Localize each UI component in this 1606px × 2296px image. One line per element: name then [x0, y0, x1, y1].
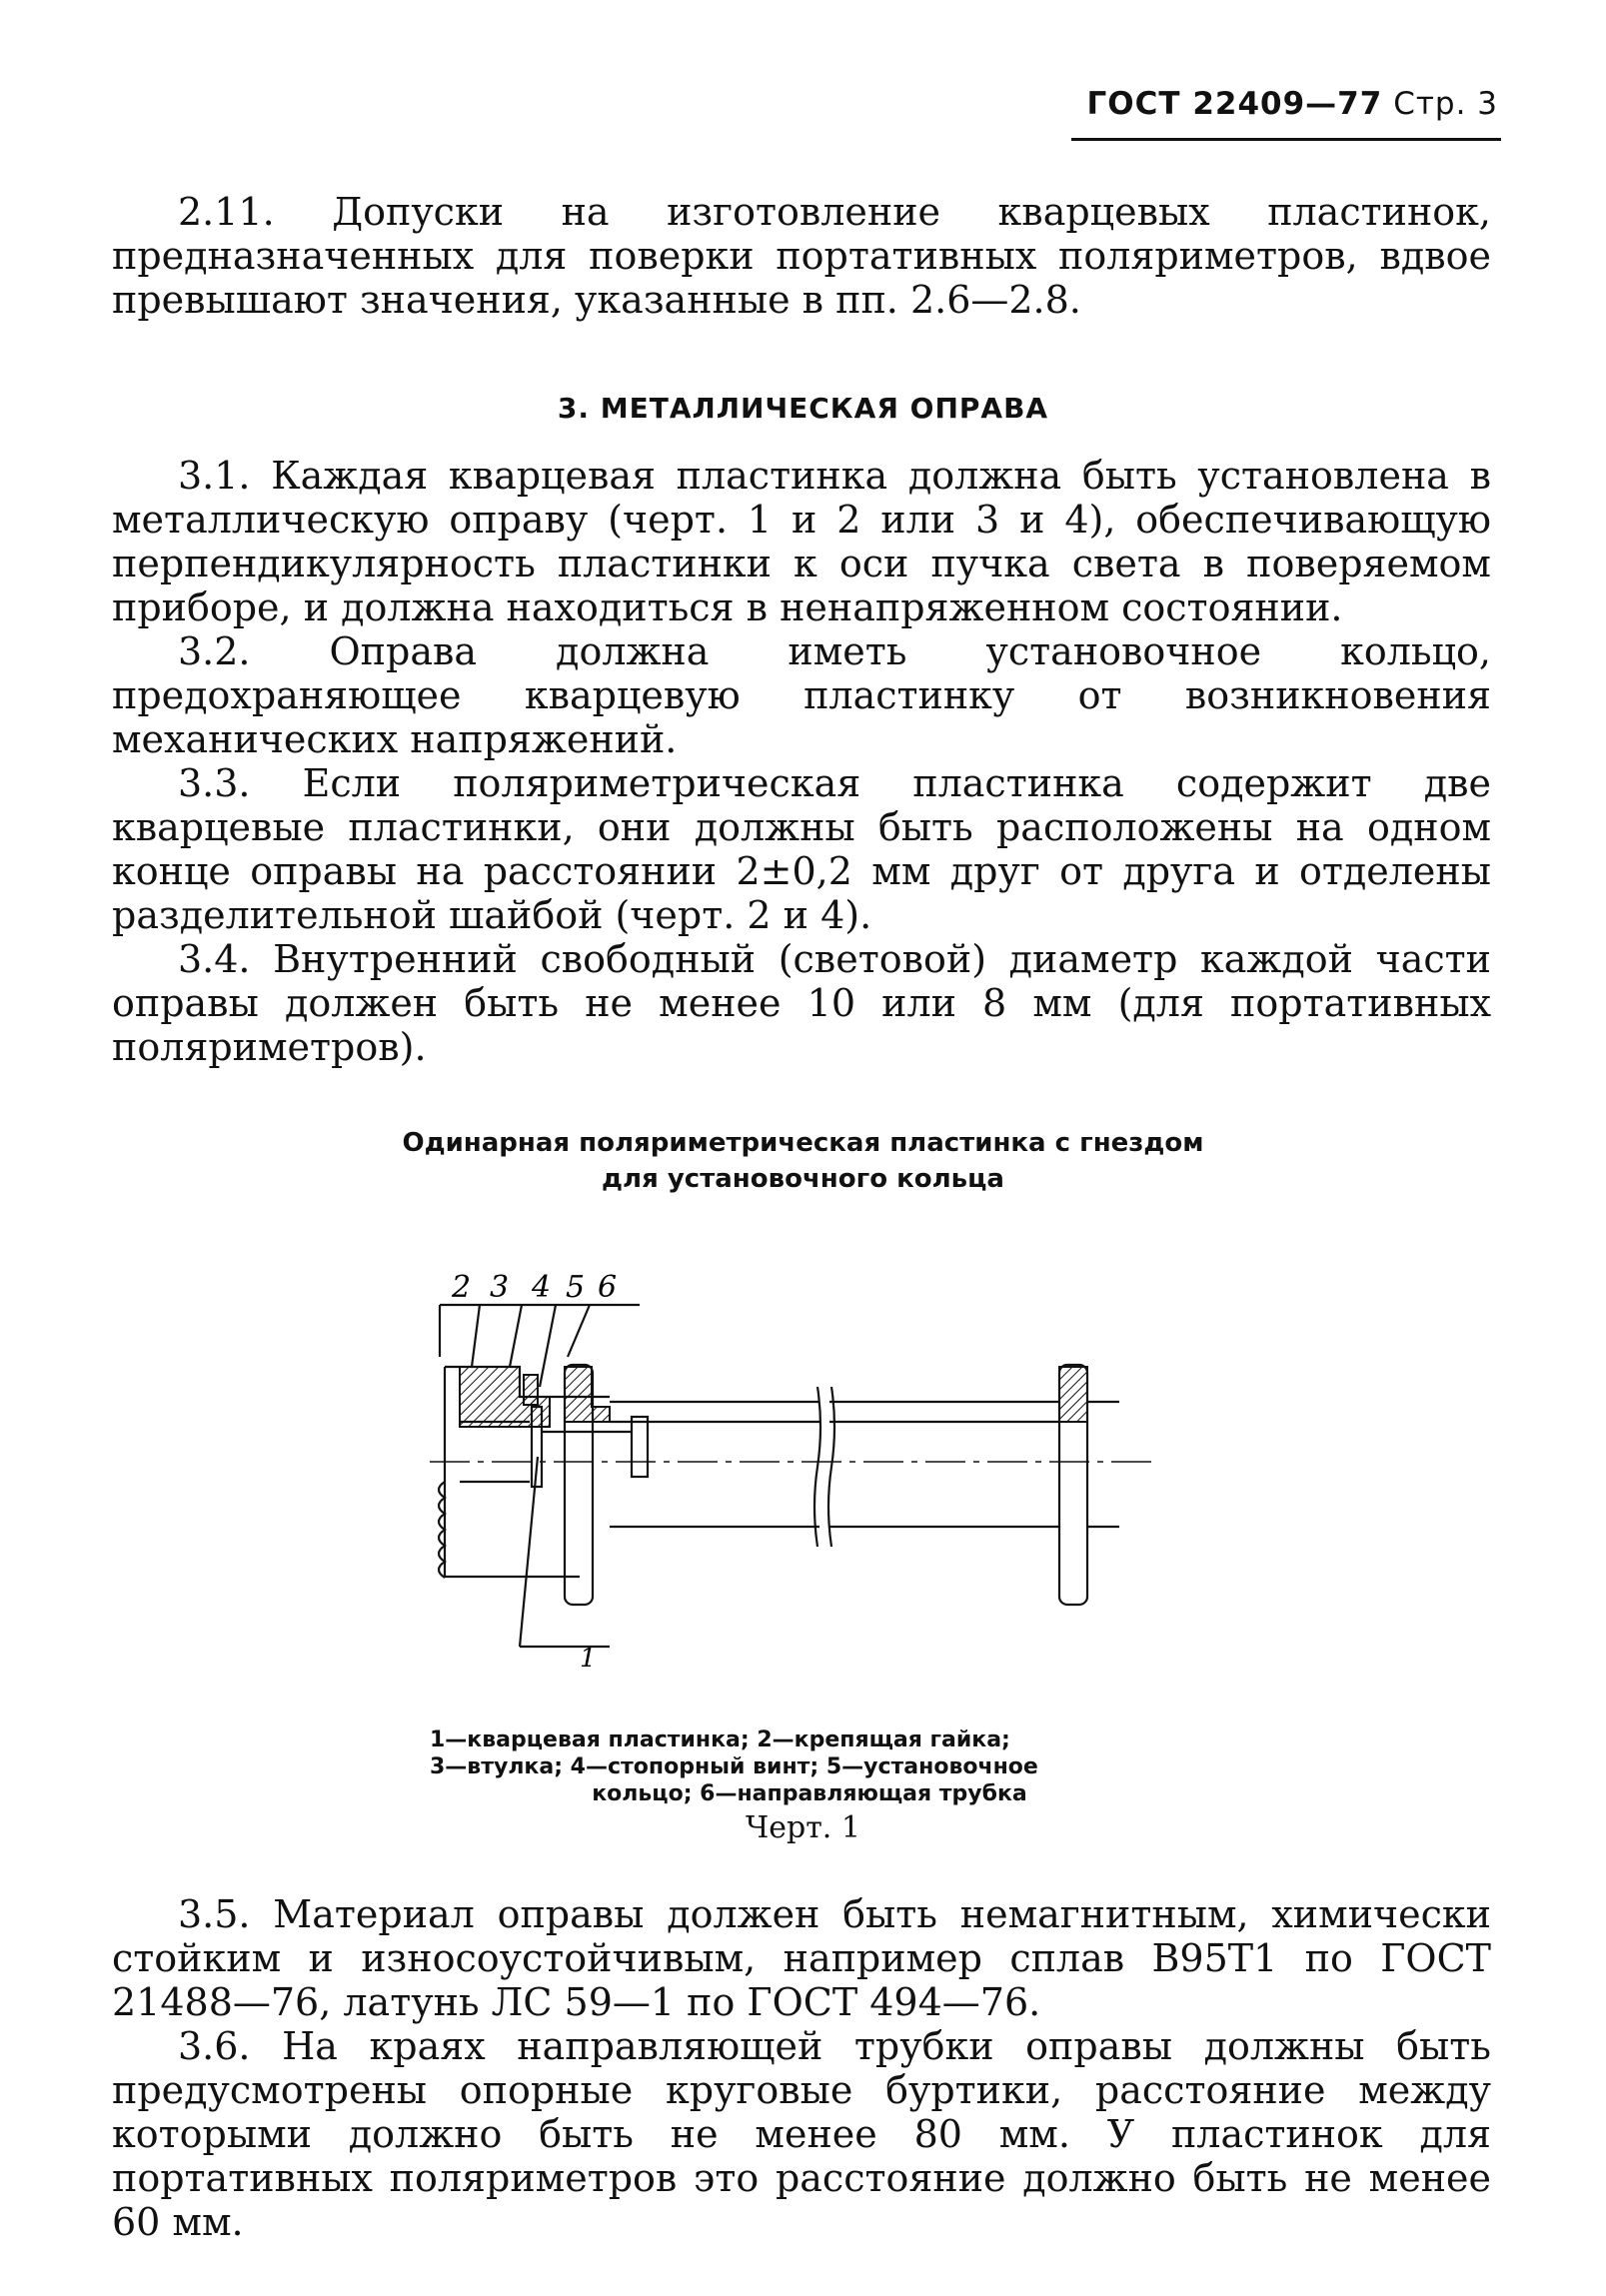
clause-2-11: 2.11. Допуски на изготовление кварцевых пластинок, предназначенных для поверки портативных поляриметров, вдвое превышают значения, указанные в пп. 2.6—2.8.: [112, 190, 1491, 322]
figure-legend: [430, 1726, 1189, 1807]
figure-title: [0, 1125, 1606, 1197]
technical-drawing: [420, 1267, 1179, 1707]
section-3-body: [112, 454, 1491, 1069]
header-rule: [1071, 138, 1501, 141]
page-number: Стр. 3: [1393, 86, 1498, 122]
clause-2-11-block: [112, 190, 1491, 322]
legend-line-3: кольцо; 6—направляющая трубка: [592, 1781, 1027, 1806]
callout-5: 5: [566, 1270, 586, 1305]
clause-3-5: 3.5. Материал оправы должен быть немагнитным, химически стойким и износоустойчивым, например сплав В95Т1 по ГОСТ 21488—76, латунь ЛС 59—1 по ГОСТ 494—76.: [112, 1892, 1491, 2024]
figure-title-line-1: Одинарная поляриметрическая пластинка с гнездом: [402, 1128, 1204, 1158]
figure-title-line-2: для установочного кольца: [602, 1164, 1004, 1194]
section-3-body-continued: [112, 1892, 1491, 2244]
clause-3-4: 3.4. Внутренний свободный (световой) диаметр каждой части оправы должен быть не менее 10 или 8 мм (для портативных поляриметров).: [112, 937, 1491, 1069]
section-title: 3. МЕТАЛЛИЧЕСКАЯ ОПРАВА: [557, 392, 1049, 425]
legend-line-2: 3—втулка; 4—стопорный винт; 5—установочное: [430, 1754, 1038, 1779]
drawing-lines: [430, 1305, 1159, 1647]
clause-3-6: 3.6. На краях направляющей трубки оправы должны быть предусмотрены опорные круговые буртики, расстояние между которыми должно быть не менее 80 мм. У пластинок для портативных поляриметров это расстояние должно быть не менее 60 мм.: [112, 2024, 1491, 2244]
legend-line-1: 1—кварцевая пластинка; 2—крепящая гайка;: [430, 1727, 1010, 1752]
clause-3-3: 3.3. Если поляриметрическая пластинка содержит две кварцевые пластинки, они должны быть расположены на одном конце оправы на расстоянии 2±0,2 мм друг от друга и отделены разделительной шайбой (черт. 2 и 4).: [112, 761, 1491, 937]
page-header: [1087, 86, 1498, 122]
callout-6: 6: [598, 1270, 618, 1305]
callout-1: 1: [580, 1644, 597, 1674]
callout-2: 2: [452, 1270, 472, 1305]
standard-number: ГОСТ 22409—77: [1086, 86, 1383, 122]
callout-4: 4: [532, 1270, 552, 1305]
figure-caption: Черт. 1: [746, 1810, 860, 1845]
callout-3: 3: [490, 1270, 510, 1305]
clause-3-2: 3.2. Оправа должна иметь установочное кольцо, предохраняющее кварцевую пластинку от возникновения механических напряжений.: [112, 629, 1491, 761]
clause-3-1: 3.1. Каждая кварцевая пластинка должна быть установлена в металлическую оправу (черт. 1 и 2 или 3 и 4), обеспечивающую перпендикулярность пластинки к оси пучка света в поверяемом приборе, и должна находиться в ненапряженном состоянии.: [112, 454, 1491, 629]
